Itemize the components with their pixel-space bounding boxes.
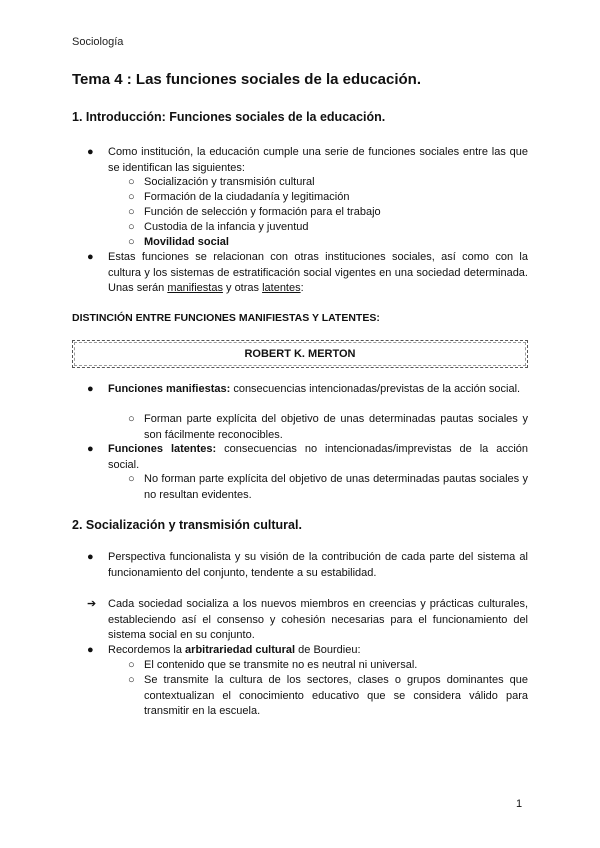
manifest-sub: Forman parte explícita del objetivo de unas determinadas pautas sociales y son fácilmente reconocibles. — [144, 413, 528, 441]
circle-bullet: ○ — [128, 176, 135, 188]
section1-bullet2 — [108, 250, 528, 297]
circle-bullet: ○ — [128, 191, 135, 203]
arbitrariedad-term: arbitrariedad cultural — [185, 644, 296, 656]
section1-subitem-5: Movilidad social — [144, 236, 229, 248]
section2-bullet1: Perspectiva funcionalista y su visión de la contribución de cada parte del sistema al funcionamiento del conjunto, tendente a su estabilidad. — [108, 551, 528, 579]
arrow-bullet: ➔ — [87, 598, 97, 610]
circle-bullet: ○ — [128, 659, 135, 671]
section2-sub2: Se transmite la cultura de los sectores, clases o grupos dominantes que contextualizan el conocimiento educativo que se considera válido para transmitir en la escuela. — [144, 674, 528, 717]
manifest-text: consecuencias intencionadas/previstas de la acción social. — [230, 383, 521, 395]
bullet2-prefix: Recordemos la — [108, 644, 186, 656]
bullet-dot: ● — [87, 551, 94, 563]
section2-bullet2 — [108, 643, 528, 659]
page-number: 1 — [516, 798, 523, 810]
circle-bullet: ○ — [128, 206, 135, 218]
bullet-dot: ● — [87, 443, 94, 455]
section1-subitem-4: Custodia de la infancia y juventud — [144, 221, 309, 233]
section1-subitem-3: Función de selección y formación para el trabajo — [144, 206, 381, 218]
bullet-dot: ● — [87, 146, 94, 158]
bullet-dot: ● — [87, 383, 94, 395]
latent-functions-item — [108, 442, 528, 473]
manifiestas-term: manifiestas — [167, 282, 223, 294]
latent-label: Funciones latentes: — [108, 443, 217, 455]
section1-subitem-1: Socialización y transmisión cultural — [144, 176, 315, 188]
author-box — [72, 340, 528, 368]
section1-bullet1: Como institución, la educación cumple una serie de funciones sociales entre las que se identifican las siguientes: — [108, 146, 528, 174]
latent-text: consecuencias no intencionadas/imprevistas de la acción social. — [108, 443, 529, 471]
circle-bullet: ○ — [128, 221, 135, 233]
circle-bullet: ○ — [128, 674, 135, 686]
section1-heading: 1. Introducción: Funciones sociales de la educación. — [72, 110, 386, 124]
circle-bullet: ○ — [128, 473, 135, 485]
circle-bullet: ○ — [128, 236, 135, 248]
bullet2-text: Estas funciones se relacionan con otras instituciones sociales, así como con la cultura y los sistemas de estratificación social vigentes en una sociedad determinada. Unas serán — [108, 251, 528, 294]
section1-subitem-2: Formación de la ciudadanía y legitimación — [144, 191, 350, 203]
circle-bullet: ○ — [128, 413, 135, 425]
latentes-term: latentes — [262, 282, 301, 294]
bullet2-connector: y otras — [222, 282, 263, 294]
bullet2-suffix: de Bourdieu: — [295, 644, 361, 656]
section2-arrow-item: Cada sociedad socializa a los nuevos miembros en creencias y prácticas culturales, estableciendo así el consenso y cohesión necesarias para el funcionamiento del sistema social en su conjunto. — [108, 598, 528, 641]
author-box-label: ROBERT K. MERTON — [244, 348, 356, 360]
bullet-dot: ● — [87, 644, 94, 656]
manifest-functions-item — [108, 382, 528, 398]
distinction-heading: DISTINCIÓN ENTRE FUNCIONES MANIFIESTAS Y LATENTES: — [72, 312, 380, 324]
section2-sub1: El contenido que se transmite no es neutral ni universal. — [144, 659, 418, 671]
bullet-dot: ● — [87, 251, 94, 263]
document-title: Tema 4 : Las funciones sociales de la educación. — [72, 71, 422, 88]
section2-heading: 2. Socialización y transmisión cultural. — [72, 518, 302, 532]
bullet2-colon: : — [300, 282, 304, 294]
manifest-label: Funciones manifiestas: — [108, 383, 231, 395]
latent-sub: No forman parte explícita del objetivo de unas determinadas pautas sociales y no resultan evidentes. — [144, 473, 528, 501]
page-header: Sociología — [72, 36, 124, 48]
